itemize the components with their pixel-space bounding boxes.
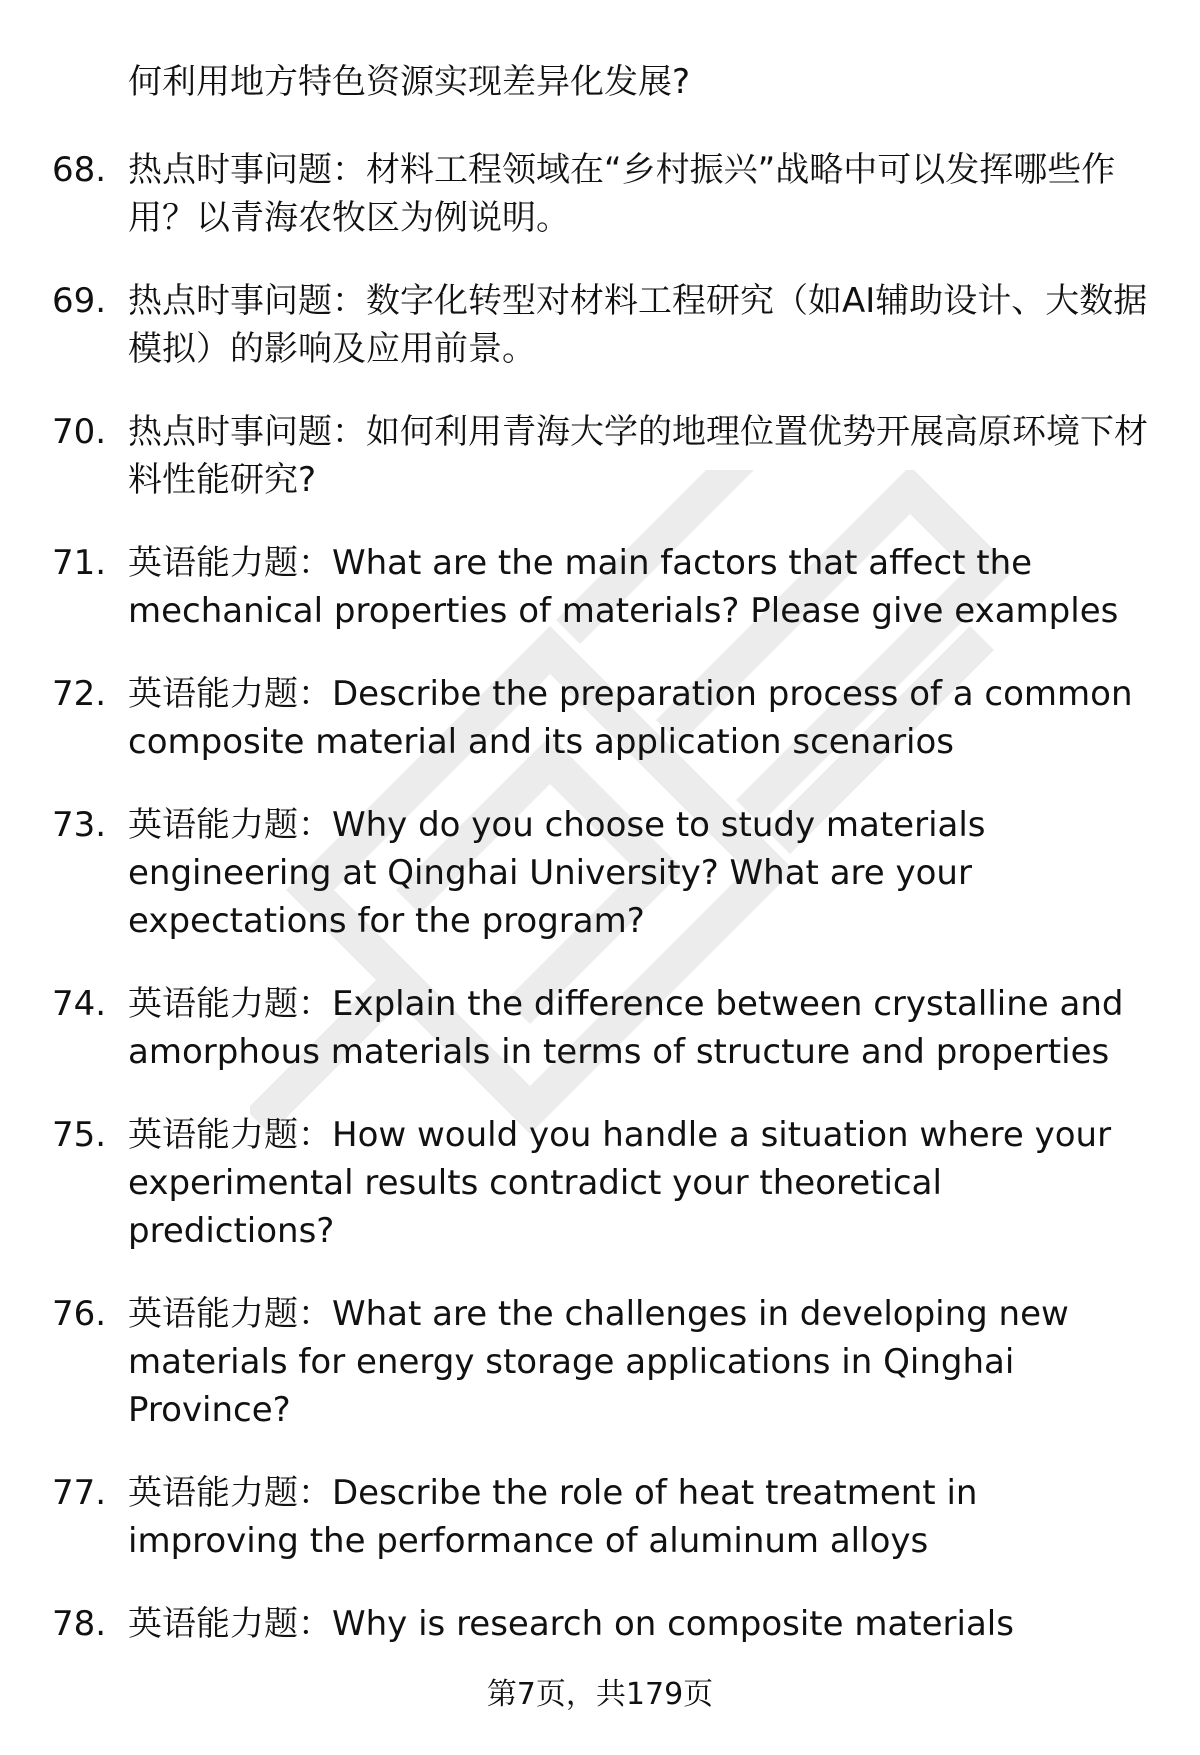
item-number: 69. (52, 281, 107, 321)
item-number: 78. (52, 1604, 107, 1644)
list-item (0, 408, 1200, 504)
item-text: 英语能力题：Describe the preparation process of a common composite material and its application scenarios (128, 674, 1133, 762)
item-text: 热点时事问题：如何利用青海大学的地理位置优势开展高原环境下材料性能研究? (128, 412, 1148, 500)
item-number: 73. (52, 805, 107, 845)
question-list (0, 146, 1200, 1683)
item-text: 热点时事问题：数字化转型对材料工程研究（如AI辅助设计、大数据模拟）的影响及应用前景。 (128, 281, 1148, 369)
item-text: 英语能力题：How would you handle a situation where your experimental results contradict your theoretical predictions? (128, 1115, 1112, 1251)
item-number: 77. (52, 1473, 107, 1513)
item-text: 热点时事问题：材料工程领域在“乡村振兴”战略中可以发挥哪些作用？以青海农牧区为例说明。 (128, 150, 1116, 238)
item-text: 英语能力题：What are the challenges in developing new materials for energy storage applications in Qinghai Province? (128, 1294, 1069, 1430)
item-text: 英语能力题：What are the main factors that affect the mechanical properties of materials? Please give examples (128, 543, 1119, 631)
list-item (0, 1600, 1200, 1648)
item-text: 英语能力题：Why do you choose to study materials engineering at Qinghai University? What are your expectations for the program? (128, 805, 986, 941)
list-item (0, 277, 1200, 373)
list-item (0, 1469, 1200, 1565)
item-text: 英语能力题：Explain the difference between crystalline and amorphous materials in terms of structure and properties (128, 984, 1124, 1072)
list-item (0, 146, 1200, 242)
item-number: 72. (52, 674, 107, 714)
item-text: 英语能力题：Why is research on composite materials (128, 1604, 1014, 1644)
item-number: 71. (52, 543, 107, 583)
page-footer: 第7页，共179页 (486, 1677, 714, 1712)
item-number: 70. (52, 412, 107, 452)
list-item (0, 670, 1200, 766)
item-text: 英语能力题：Describe the role of heat treatment in improving the performance of aluminum alloys (128, 1473, 978, 1561)
list-item (0, 980, 1200, 1076)
list-item (0, 1111, 1200, 1255)
continuation-text: 何利用地方特色资源实现差异化发展? (128, 62, 691, 102)
list-item (0, 1290, 1200, 1434)
item-number: 76. (52, 1294, 107, 1334)
item-number: 74. (52, 984, 107, 1024)
item-number: 75. (52, 1115, 107, 1155)
list-item (0, 801, 1200, 945)
list-item (0, 539, 1200, 635)
item-number: 68. (52, 150, 107, 190)
